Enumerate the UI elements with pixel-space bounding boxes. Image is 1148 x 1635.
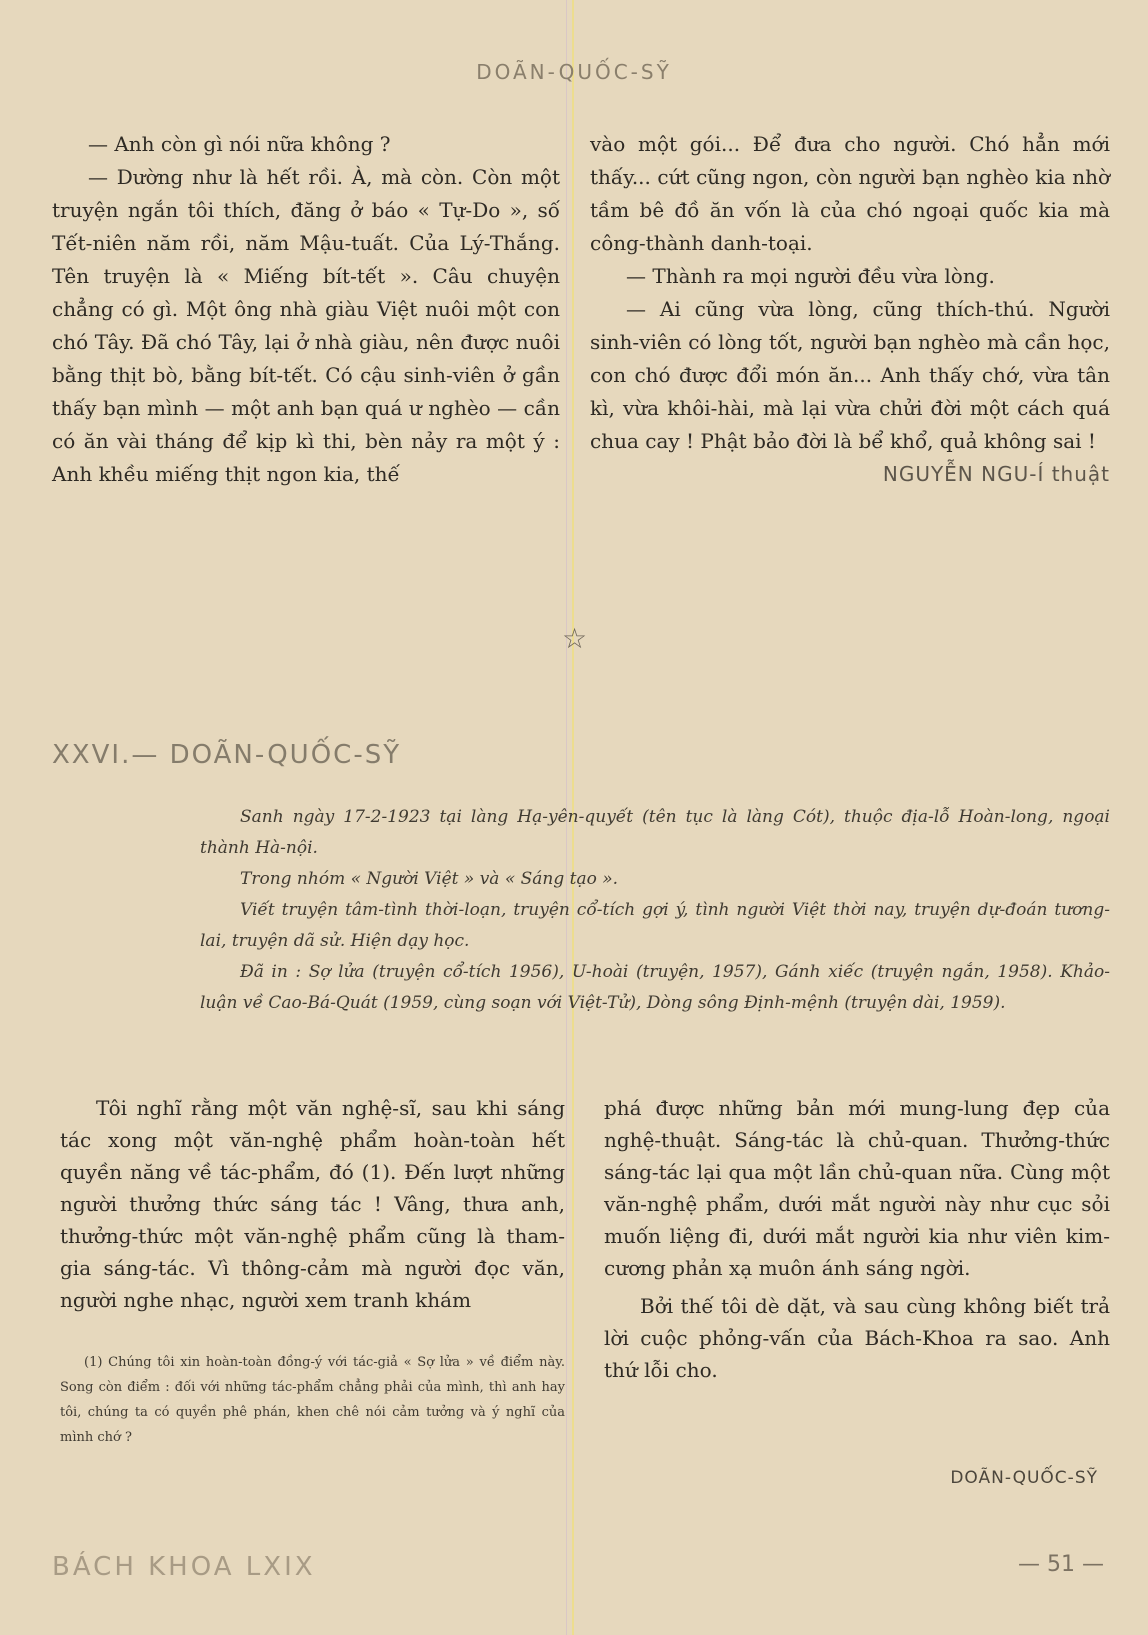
magazine-footer: BÁCH KHOA LXIX xyxy=(52,1552,316,1582)
bio-line: Đã in : Sợ lửa (truyện cổ-tích 1956), U-hoài (truyện, 1957), Gánh xiếc (truyện ngắn, 1958). Khảo-luận về Cao-Bá-Quát (1959, cùng soạn với Việt-Tử), Dòng sông Định-mệnh (truyện dài, 1959). xyxy=(200,962,1110,1013)
paragraph: vào một gói... Để đưa cho người. Chó hẳn mới thấy... cứt cũng ngon, còn người bạn nghèo kia nhờ tầm bê đồ ăn vốn là của chó ngoại quốc kia mà công-thành danh-toại. xyxy=(590,132,1110,255)
section-title: XXVI.— DOÃN-QUỐC-SỸ xyxy=(52,740,402,770)
paragraph: phá được những bản mới mung-lung đẹp của nghệ-thuật. Sáng-tác là chủ-quan. Thưởng-thức sáng-tác lại qua một lần chủ-quan nữa. Cùng một văn-nghệ phẩm, dưới mắt người này như cục sỏi muốn liệng đi, dưới mắt người kia như viên kim-cương phản xạ muôn ánh sáng ngời. xyxy=(604,1096,1110,1280)
star-ornament-icon: ☆ xyxy=(562,622,588,655)
bio-line: Trong nhóm « Người Việt » và « Sáng tạo ». xyxy=(240,869,619,889)
page-number: — 51 — xyxy=(1018,1552,1104,1577)
paragraph: Bởi thế tôi dè dặt, và sau cùng không biết trả lời cuộc phỏng-vấn của Bách-Khoa ra sao. Anh thứ lỗi cho. xyxy=(604,1294,1110,1382)
column-upper-left xyxy=(52,128,560,491)
footnote xyxy=(60,1350,565,1450)
interview-credit: NGUYỄN NGU-Í thuật xyxy=(882,462,1110,486)
paragraph: — Thành ra mọi người đều vừa lòng. xyxy=(626,264,995,288)
column-upper-right xyxy=(590,128,1110,491)
author-bio xyxy=(200,802,1110,1019)
bio-line: Sanh ngày 17-2-1923 tại làng Hạ-yên-quyết (tên tục là làng Cót), thuộc địa-lỗ Hoàn-long, ngoại thành Hà-nội. xyxy=(200,807,1110,858)
paragraph: Tôi nghĩ rằng một văn nghệ-sĩ, sau khi sáng tác xong một văn-nghệ phẩm hoàn-toàn hết quyền năng về tác-phẩm, đó (1). Đến lượt những người thưởng thức sáng tác ! Vâng, thưa anh, thưởng-thức một văn-nghệ phẩm cũng là tham-gia sáng-tác. Vì thông-cảm mà người đọc văn, người nghe nhạc, người xem tranh khám xyxy=(60,1096,565,1312)
column-lower-left xyxy=(60,1092,565,1316)
author-signature: DOÃN-QUỐC-SỸ xyxy=(950,1468,1098,1488)
paragraph: — Dường như là hết rồi. À, mà còn. Còn một truyện ngắn tôi thích, đăng ở báo « Tự-Do », số Tết-niên năm rồi, năm Mậu-tuất. Của Lý-Thắng. Tên truyện là « Miếng bít-tết ». Câu chuyện chẳng có gì. Một ông nhà giàu Việt nuôi một con chó Tây. Đã chó Tây, lại ở nhà giàu, nên được nuôi bằng thịt bò, bằng bít-tết. Có cậu sinh-viên ở gần thấy bạn mình — một anh bạn quá ư nghèo — cần có ăn vài tháng để kịp kì thi, bèn nảy ra một ý : Anh khều miếng thịt ngon kia, thế xyxy=(52,165,560,486)
running-head: DOÃN-QUỐC-SỸ xyxy=(476,60,672,84)
column-lower-right xyxy=(604,1092,1110,1386)
footnote-text: (1) Chúng tôi xin hoàn-toàn đồng-ý với tác-giả « Sợ lửa » về điểm này. Song còn điểm : đối với những tác-phẩm chẳng phải của mình, thì anh hay tôi, chúng ta có quyền phê phán, khen chê nói cảm tưởng và ý nghĩ của mình chớ ? xyxy=(60,1355,565,1445)
paragraph: — Ai cũng vừa lòng, cũng thích-thú. Người sinh-viên có lòng tốt, người bạn nghèo mà cần học, con chó được đổi món ăn... Anh thấy chớ, vừa tân kì, vừa khôi-hài, mà lại vừa chửi đời một cách quá chua cay ! Phật bảo đời là bể khổ, quả không sai ! xyxy=(590,297,1110,453)
bio-line: Viết truyện tâm-tình thời-loạn, truyện cổ-tích gợi ý, tình người Việt thời nay, truyện dự-đoán tương-lai, truyện dã sử. Hiện dạy học. xyxy=(200,900,1110,951)
paragraph: — Anh còn gì nói nữa không ? xyxy=(88,132,391,156)
